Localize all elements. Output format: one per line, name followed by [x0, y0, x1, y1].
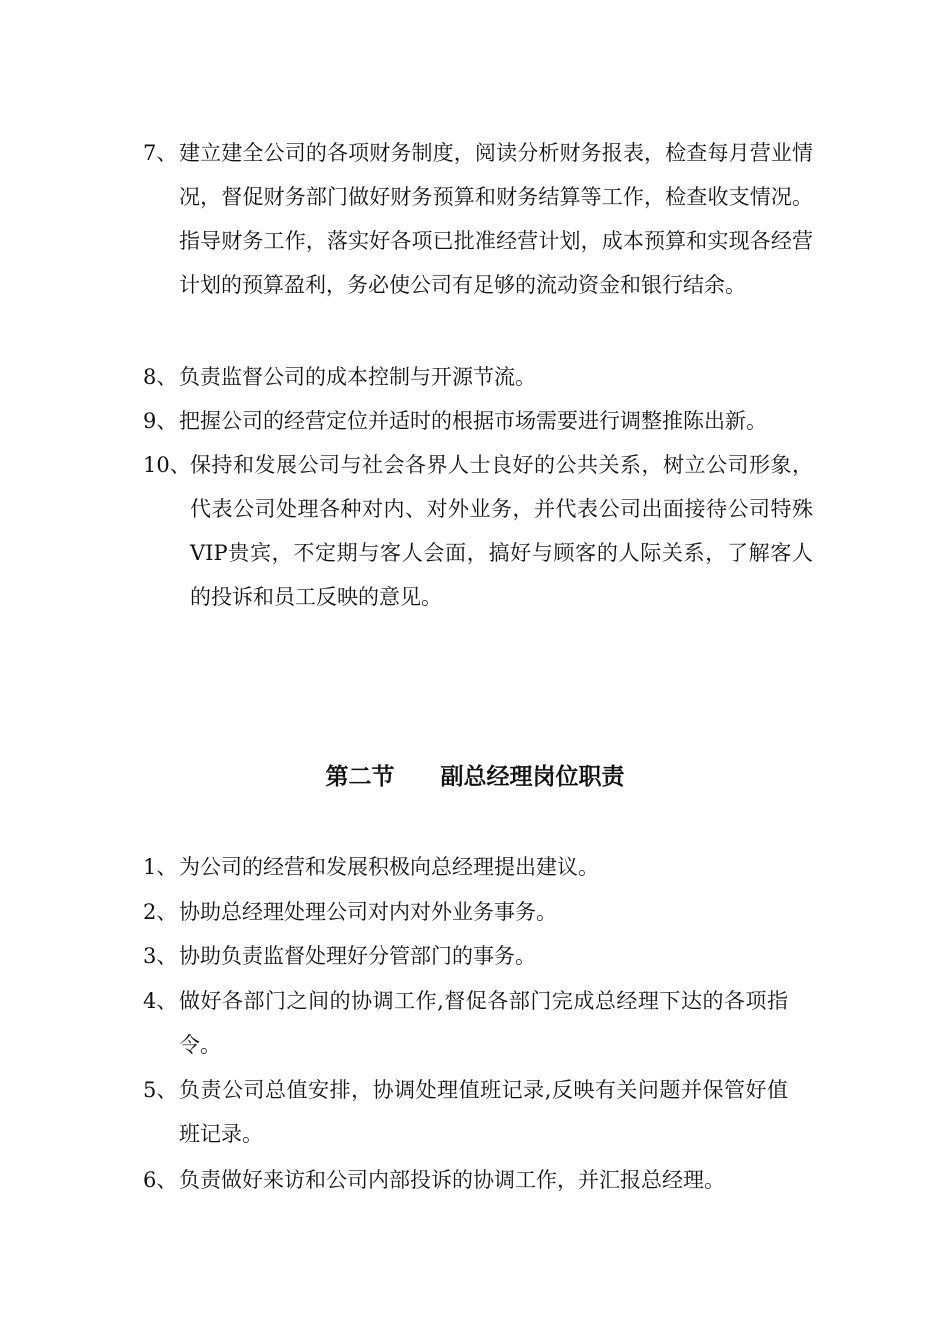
list-item: [143, 979, 788, 1067]
item-text: 建立建全公司的各项财务制度，阅读分析财务报表，检查每月营业情况，督促财务部门做好财务预算和财务结算等工作，检查收支情况。指导财务工作，落实好各项已批准经营计划，成本预算和实现各经营计划的预算盈利，务必使公司有足够的流动资金和银行结余。: [179, 141, 813, 297]
item-text: 负责做好来访和公司内部投诉的协调工作，并汇报总经理。: [179, 1168, 725, 1192]
list-item: [143, 845, 813, 889]
item-text: 为公司的经营和发展积极向总经理提出建议。: [179, 855, 599, 879]
list-item: [143, 131, 813, 307]
item-number: 7、: [143, 141, 178, 165]
item-text: 把握公司的经营定位并适时的根据市场需要进行调整推陈出新。: [179, 409, 767, 433]
item-text: 协助总经理处理公司对内对外业务事务。: [179, 900, 557, 924]
item-number: 2、: [143, 900, 178, 924]
list-item: [143, 934, 813, 978]
list-item: [143, 355, 813, 399]
item-number: 1、: [143, 855, 178, 879]
item-number: 3、: [143, 944, 178, 968]
item-number: 5、: [143, 1078, 178, 1102]
item-text: 做好各部门之间的协调工作,督促各部门完成总经理下达的各项指令。: [179, 989, 788, 1057]
list-item: [143, 399, 813, 443]
item-text: 保持和发展公司与社会各界人士良好的公共关系，树立公司形象，代表公司处理各种对内、对外业务，并代表公司出面接待公司特殊VIP贵宾，不定期与客人会面，搞好与顾客的人际关系，了解客人的投诉和员工反映的意见。: [190, 453, 813, 609]
item-text: 协助负责监督处理好分管部门的事务。: [179, 944, 536, 968]
item-number: 8、: [143, 365, 178, 389]
item-text: 负责监督公司的成本控制与开源节流。: [179, 365, 536, 389]
item-number: 10、: [143, 453, 191, 477]
list-item: [143, 890, 813, 934]
list-item: [143, 1158, 813, 1202]
item-text: 负责公司总值安排，协调处理值班记录,反映有关问题并保管好值班记录。: [179, 1078, 788, 1146]
list-item: [143, 443, 813, 619]
item-number: 6、: [143, 1168, 178, 1192]
list-item: [143, 1068, 788, 1156]
item-number: 4、: [143, 989, 178, 1013]
item-number: 9、: [143, 409, 178, 433]
section-heading: 第二节 副总经理岗位职责: [325, 764, 625, 790]
